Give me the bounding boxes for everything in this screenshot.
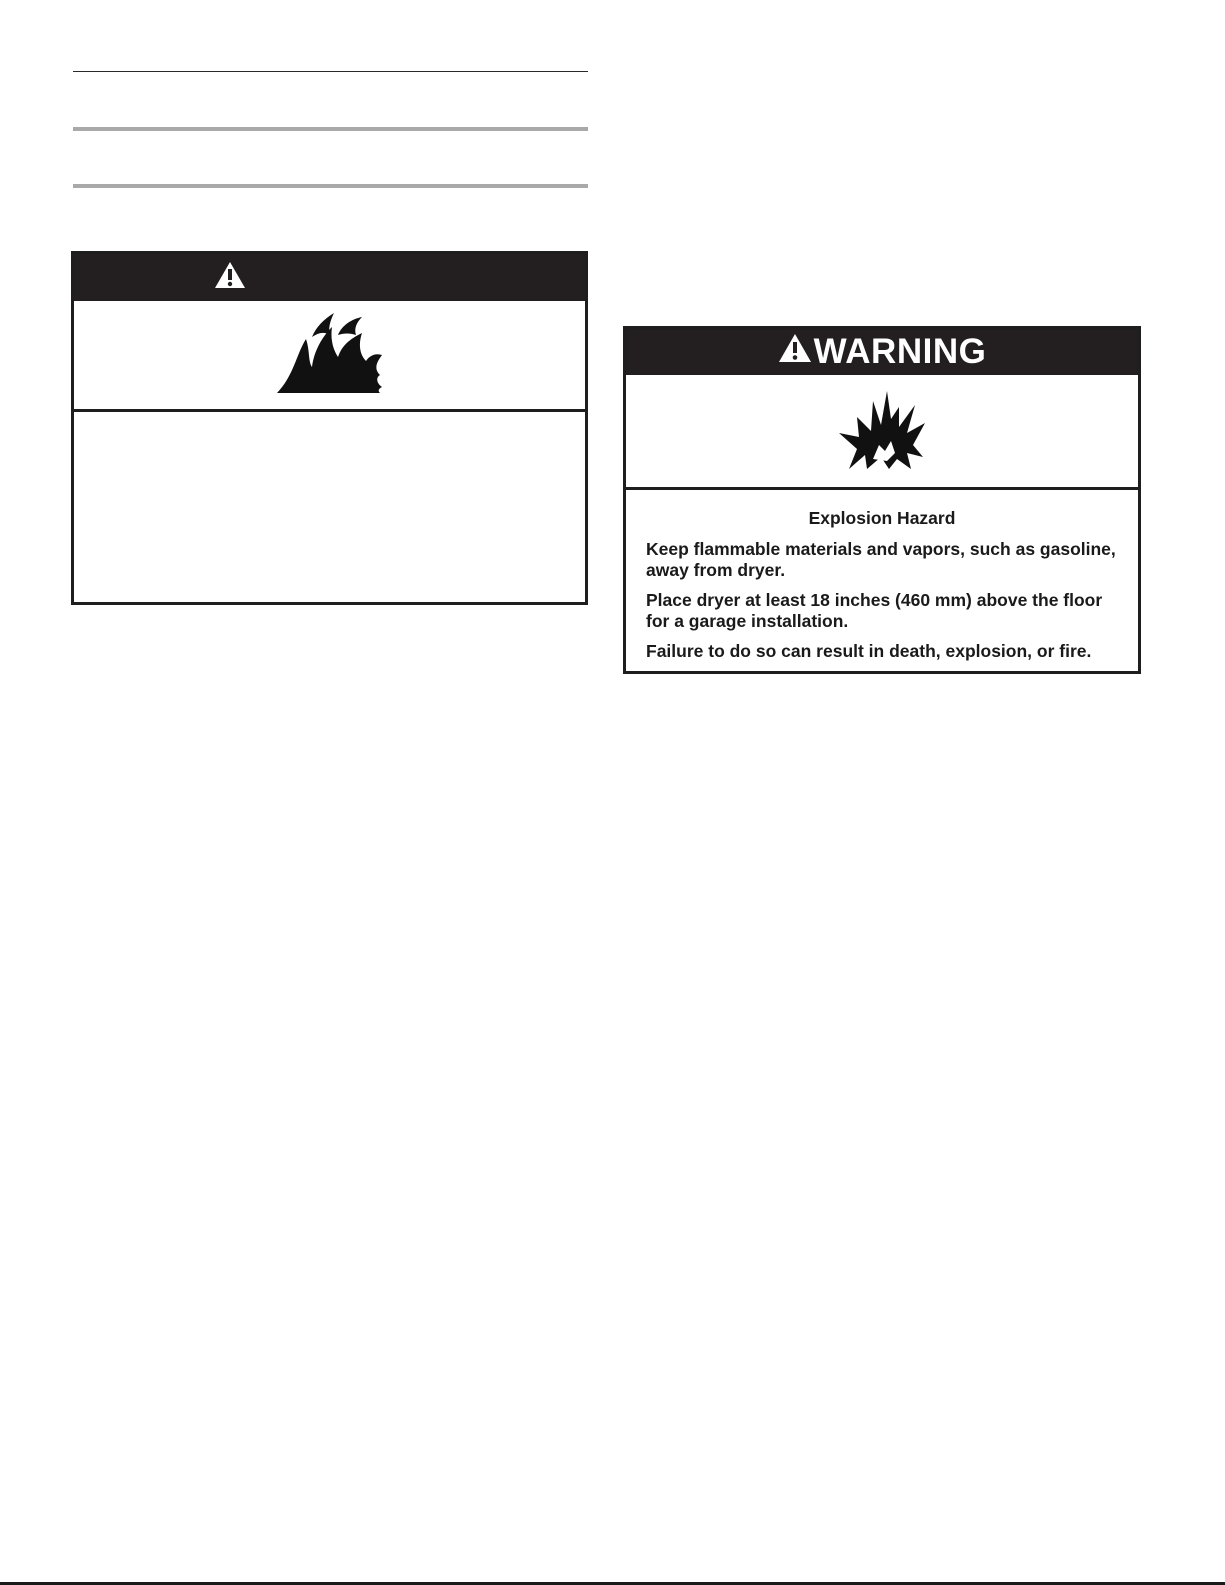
explosion-hazard-warning-box — [623, 326, 1141, 674]
explosion-pictogram — [626, 375, 1138, 490]
warning-header-bar — [74, 254, 585, 301]
section-divider-thin — [73, 71, 588, 72]
alert-triangle-icon — [214, 261, 246, 294]
warning-body — [626, 490, 1138, 662]
alert-triangle-icon — [778, 332, 814, 372]
explosion-icon — [837, 387, 927, 476]
hazard-title: Explosion Hazard — [808, 508, 956, 528]
hazard-instruction: Keep flammable materials and vapors, such as gasoline, away from dryer. — [646, 539, 1116, 580]
fire-pictogram — [74, 301, 585, 412]
section-divider — [73, 127, 588, 131]
fire-icon — [272, 311, 387, 400]
hazard-consequence: Failure to do so can result in death, explosion, or fire. — [646, 641, 1092, 661]
warning-signal-word: WARNING — [813, 332, 987, 371]
section-divider — [73, 184, 588, 188]
hazard-instruction: Place dryer at least 18 inches (460 mm) above the floor for a garage installation. — [646, 590, 1103, 631]
warning-header-bar — [626, 329, 1138, 375]
fire-hazard-warning-box — [71, 251, 588, 605]
